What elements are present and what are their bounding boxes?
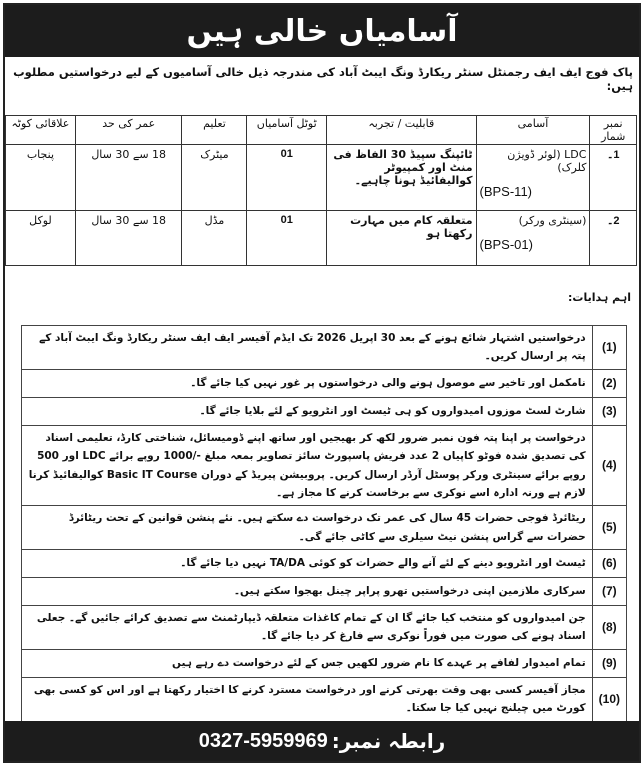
contact-label: رابطہ نمبر: (331, 729, 446, 753)
instruction-number: (2) (592, 369, 626, 397)
instruction-row (22, 550, 627, 578)
instruction-text: سرکاری ملازمین اپنی درخواستیں تھرو پراپر چینل بھجوا سکتے ہیں۔ (22, 578, 593, 606)
instruction-text: درخواستیں اشتہار شائع ہونے کے بعد 30 اپریل 2026 تک ایڈم آفیسر ایف ایف سنٹر ریکارڈ ونگ ایبٹ آباد کے پتہ پر ارسال کریں۔ (22, 326, 593, 370)
instruction-row (22, 425, 627, 506)
instruction-number: (7) (592, 578, 626, 606)
instruction-row (22, 649, 627, 677)
instruction-row (22, 506, 627, 550)
intro-text: پاک فوج ایف ایف رجمنٹل سنٹر ریکارڈ ونگ ایبٹ آباد کی مندرجہ ذیل خالی آسامیوں کے لیے درخواستیں مطلوب ہیں: (13, 65, 633, 93)
header-total: ٹوٹل آسامیاں (247, 116, 327, 145)
post (476, 145, 590, 211)
table-row (6, 211, 637, 266)
instructions-table (21, 325, 627, 722)
instruction-text: تمام امیدوار لفافے پر عہدے کا نام ضرور لکھیں جس کے لئے درخواست دے رہے ہیں (22, 649, 593, 677)
instruction-number: (5) (592, 506, 626, 550)
qualification: متعلقہ کام میں مہارت رکھتا ہو (327, 211, 476, 266)
instruction-text: ریٹائرڈ فوجی حضرات 45 سال کی عمر تک درخواست دے سکتے ہیں۔ نئے پنشن قوانین کے تحت ریٹائرڈ حضرات سے گراس پنشن نیٹ سیلری سے کاٹی جائے گی۔ (22, 506, 593, 550)
instructions-title: اہم ہدایات: (568, 291, 631, 304)
contact-phone: 0327-5959969 (198, 729, 328, 752)
instruction-text: درخواست پر اپنا پتہ فون نمبر ضرور لکھ کر بھیجیں اور ساتھ اپنے ڈومیسائل، شناختی کارڈ، تعلیمی اسناد کی تصدیق شدہ فوٹو کاپیاں 2 عدد فریش پاسپورٹ سائز تصاویر بمعہ مبلغ -/1000 روپے برائے LDC اور 500 روپے برائے سینٹری ورکر پوسٹل آرڈر ارسال کریں۔ پروبیشن پیریڈ کے دوران Basic IT Course کوالیفائیڈ کرنا لازم ہے ورنہ ادارہ اسے نوکری سے برخاست کرنے کا مجاز ہے۔ (22, 425, 593, 506)
table-header-row (6, 116, 637, 145)
contact-footer (5, 721, 639, 761)
serial: 2۔ (590, 211, 637, 266)
quota: لوکل (6, 211, 76, 266)
instruction-number: (9) (592, 649, 626, 677)
instruction-text: مجاز آفیسر کسی بھی وقت بھرتی کرنے اور درخواست مسترد کرنے کا اختیار رکھتا ہے اور اس کو کسی بھی کورٹ میں چیلنج نہیں کیا جا سکتا۔ (22, 677, 593, 721)
instruction-number: (3) (592, 397, 626, 425)
header-education: تعلیم (182, 116, 247, 145)
instruction-text: نامکمل اور تاخیر سے موصول ہونے والی درخواستوں پر غور نہیں کیا جائے گا۔ (22, 369, 593, 397)
post (476, 211, 590, 266)
header-serial: نمبر شمار (590, 116, 637, 145)
page-title: آسامیاں خالی ہیں (5, 5, 639, 57)
instruction-number: (1) (592, 326, 626, 370)
header-post: آسامی (476, 116, 590, 145)
post-bps: (BPS-11) (479, 184, 533, 199)
header-quota: علاقائی کوٹہ (6, 116, 76, 145)
instruction-text: جن امیدواروں کو منتخب کیا جائے گا ان کے تمام کاغذات متعلقہ ڈیپارٹمنٹ سے تصدیق کرائے جائیں گے۔ جعلی اسناد ہونے کی صورت میں فوراً نوکری سے فارغ کر دیا جائے گا۔ (22, 606, 593, 650)
instruction-row (22, 606, 627, 650)
instruction-row (22, 677, 627, 721)
table-row (6, 145, 637, 211)
instruction-row (22, 369, 627, 397)
instruction-row (22, 578, 627, 606)
header-qualification: قابلیت / تجربہ (327, 116, 476, 145)
education: مڈل (182, 211, 247, 266)
age: 18 سے 30 سال (75, 211, 182, 266)
jobs-table (5, 115, 637, 266)
post-bps: (BPS-01) (479, 237, 533, 252)
post-name: LDC (لوئر ڈویژن کلرک) (507, 148, 587, 174)
instruction-text: ٹیسٹ اور انٹرویو دینے کے لئے آنے والے حضرات کو کوئی TA/DA نہیں دیا جائے گا۔ (22, 550, 593, 578)
header-age: عمر کی حد (75, 116, 182, 145)
instruction-number: (4) (592, 425, 626, 506)
job-advertisement (3, 3, 641, 763)
post-name: (سینٹری ورکر) (518, 214, 587, 227)
qualification: ٹائپنگ سپیڈ 30 الفاظ فی منٹ اور کمپیوٹر کوالیفائیڈ ہونا چاہیے۔ (327, 145, 476, 211)
instruction-row (22, 397, 627, 425)
instruction-row (22, 326, 627, 370)
total: 01 (247, 145, 327, 211)
serial: 1۔ (590, 145, 637, 211)
instruction-number: (6) (592, 550, 626, 578)
quota: پنجاب (6, 145, 76, 211)
education: میٹرک (182, 145, 247, 211)
instruction-text: شارٹ لسٹ موزوں امیدواروں کو ہی ٹیسٹ اور انٹرویو کے لئے بلایا جائے گا۔ (22, 397, 593, 425)
age: 18 سے 30 سال (75, 145, 182, 211)
total: 01 (247, 211, 327, 266)
instruction-number: (8) (592, 606, 626, 650)
instruction-number: (10) (592, 677, 626, 721)
